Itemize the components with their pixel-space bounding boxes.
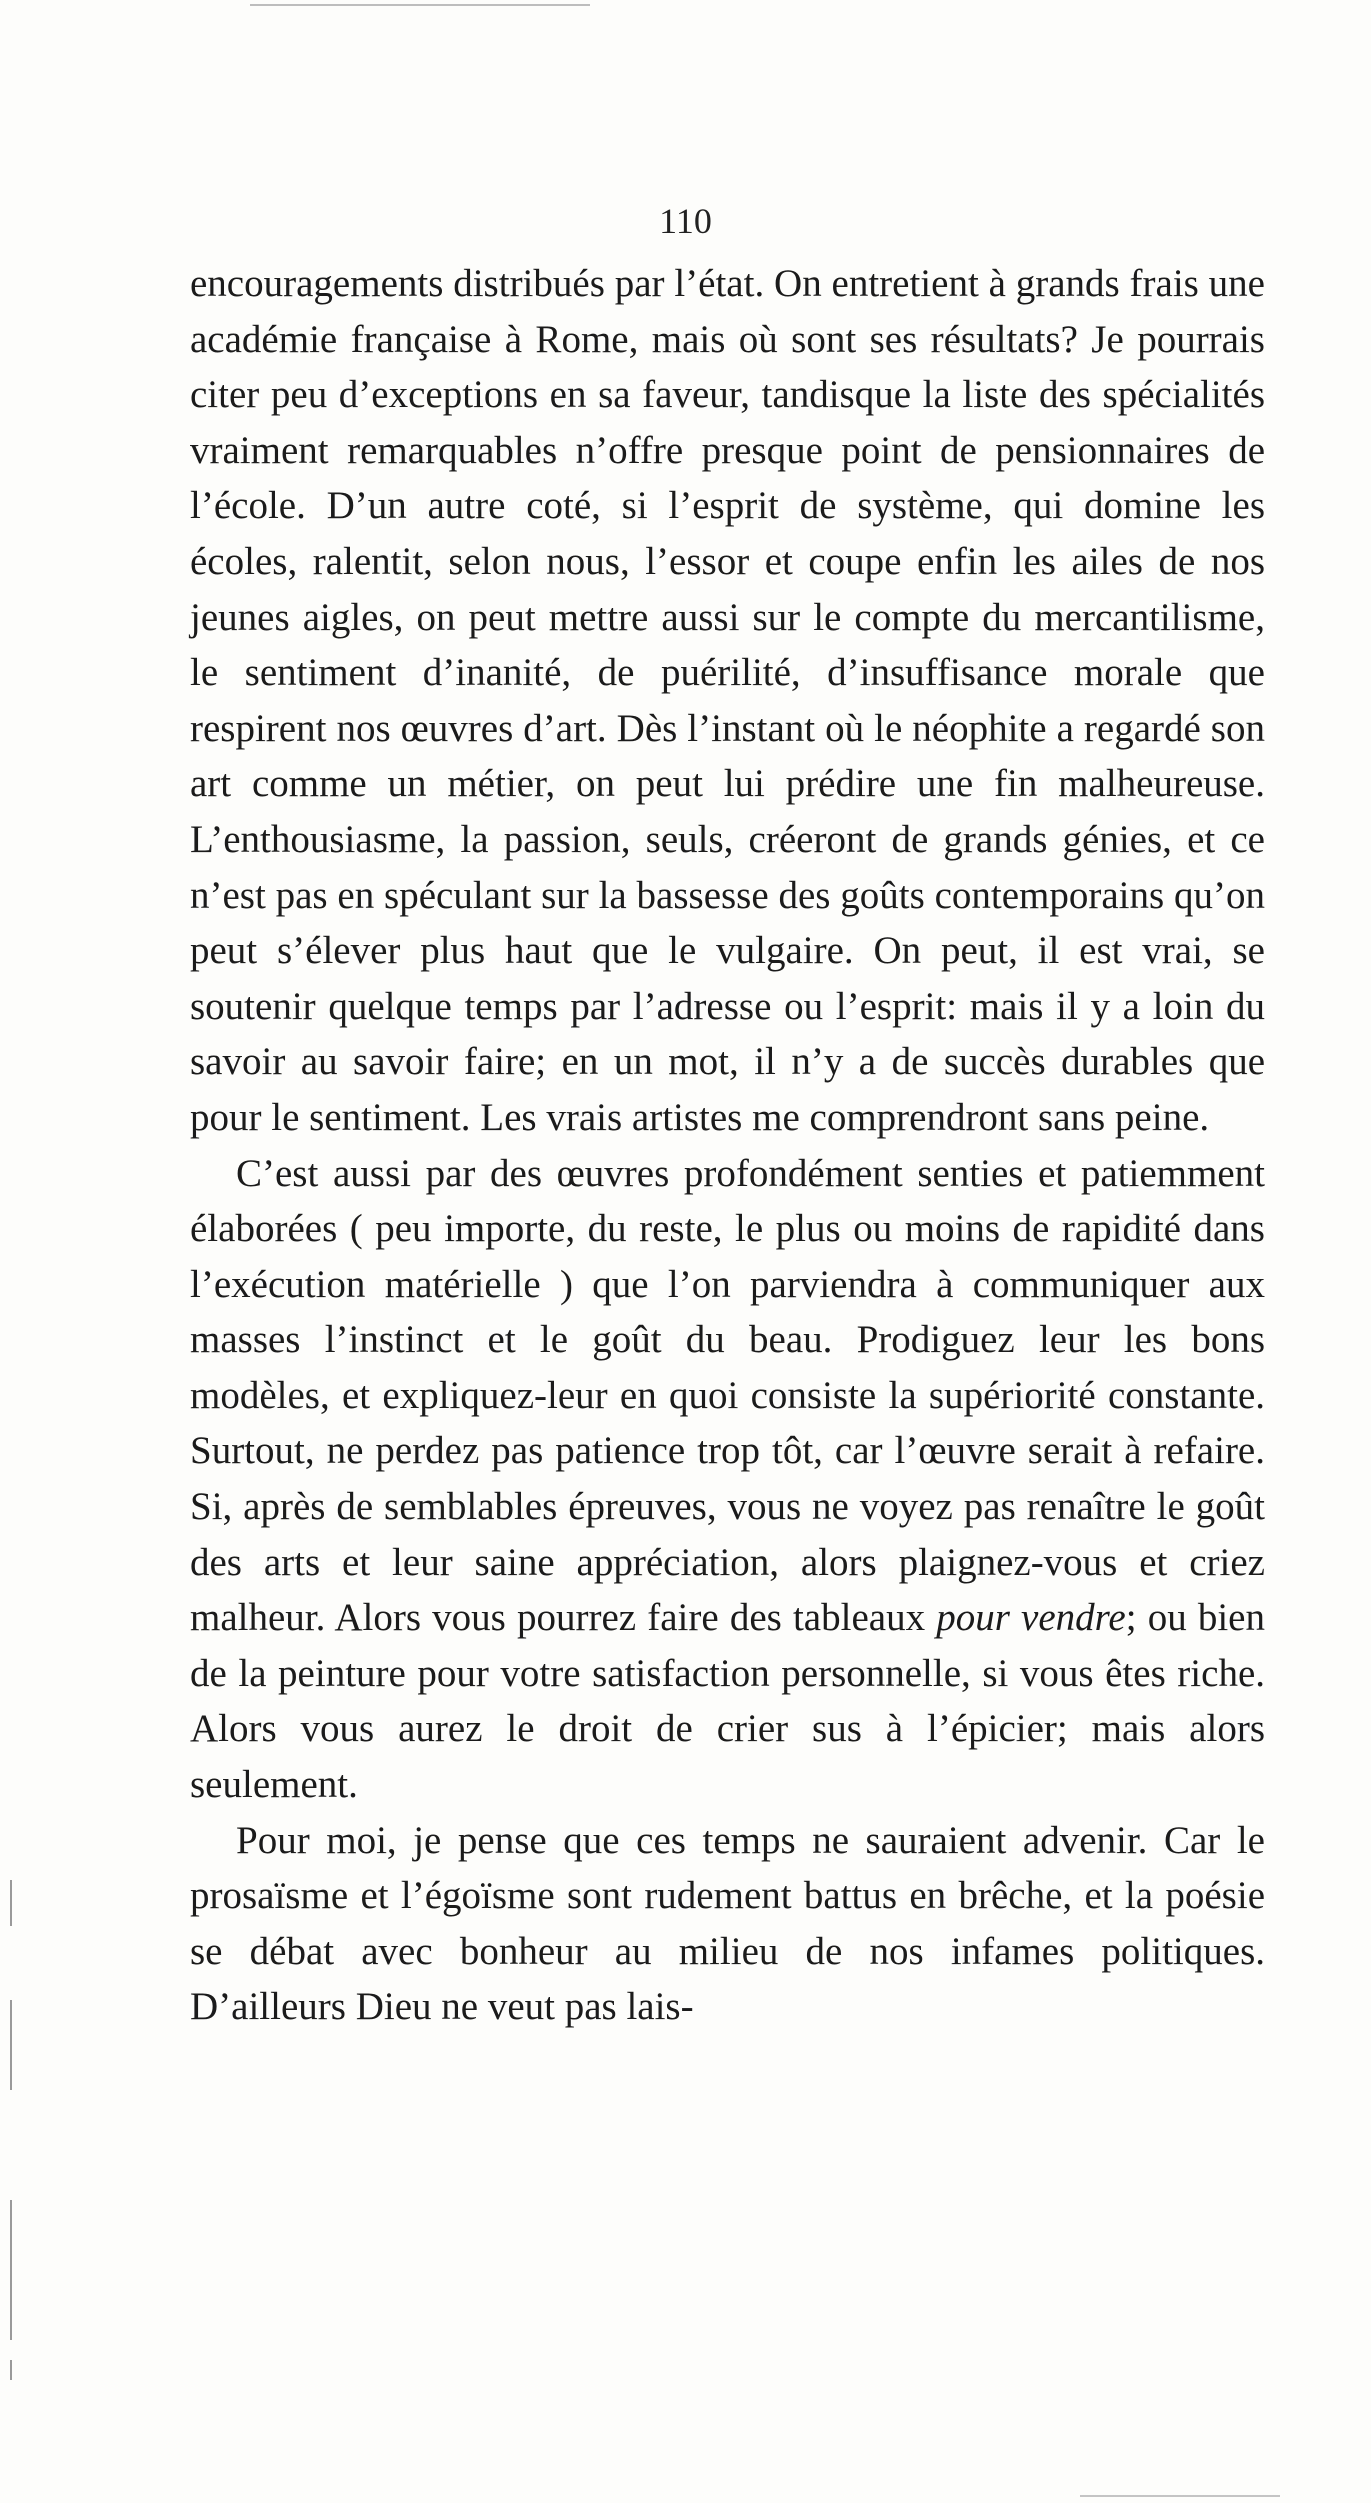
- paragraph-1: [190, 256, 1265, 1146]
- margin-scan-mark: [10, 2360, 12, 2380]
- top-edge-rule: [250, 4, 590, 6]
- paragraph-2-italic-phrase: pour vendre: [936, 1596, 1126, 1640]
- paragraph-2: [190, 1146, 1265, 1813]
- paragraph-3-text: Pour moi, je pense que ces temps ne sauraient advenir. Car le prosaïsme et l’égoïsme sont rudement battus en brêche, et la poésie se débat avec bonheur au milieu de nos infames politiques. D’ailleurs Dieu ne veut pas lais-: [190, 1818, 1265, 2029]
- margin-scan-mark: [10, 1880, 12, 1926]
- paragraph-1-text: encouragements distribués par l’état. On entretient à grands frais une académie française à Rome, mais où sont ses résultats? Je pourrais citer peu d’exceptions en sa faveur, tandisque la liste des spécialités vraiment remarquables n’offre presque point de pensionnaires de l’école. D’un autre coté, si l’esprit de système, qui domine les écoles, ralentit, selon nous, l’essor et coupe enfin les ailes de nos jeunes aigles, on peut mettre aussi sur le compte du mercantilisme, le sentiment d’inanité, de puérilité, d’insuffisance morale que respirent nos œuvres d’art. Dès l’instant où le néophite a regardé son art comme un métier, on peut lui prédire une fin malheureuse. L’enthousiasme, la passion, seuls, créeront de grands génies, et ce n’est pas en spéculant sur la bassesse des goûts contemporains qu’on peut s’élever plus haut que le vulgaire. On peut, il est vrai, se soutenir quelque temps par l’adresse ou l’esprit: mais il y a loin du savoir au savoir faire; en un mot, il n’y a de succès durables que pour le sentiment. Les vrais artistes me comprendront sans peine.: [190, 262, 1265, 1139]
- margin-scan-mark: [10, 2000, 12, 2090]
- paragraph-2-text-b: ; ou bien de la peinture pour votre satisfaction personnelle, si vous êtes riche. Alors vous aurez le droit de crier sus à l’épicier; mais alors seulement.: [190, 1596, 1265, 1807]
- body-text: [190, 256, 1265, 2035]
- margin-scan-mark: [10, 2200, 12, 2340]
- paragraph-3: [190, 1813, 1265, 2035]
- bottom-edge-rule: [1080, 2495, 1280, 2497]
- paragraph-2-text-a: C’est aussi par des œuvres profondément senties et patiemment élaborées ( peu importe, du reste, le plus ou moins de rapidité dans l’exécution matérielle ) que l’on parviendra à communiquer aux masses l’instinct et le goût du beau. Prodiguez leur les bons modèles, et expliquez-leur en quoi consiste la supériorité constante. Surtout, ne perdez pas patience trop tôt, car l’œuvre serait à refaire. Si, après de semblables épreuves, vous ne voyez pas renaître le goût des arts et leur saine appréciation, alors plaignez-vous et criez malheur. Alors vous pourrez faire des tableaux: [190, 1151, 1265, 1640]
- page-number: 110: [659, 201, 712, 241]
